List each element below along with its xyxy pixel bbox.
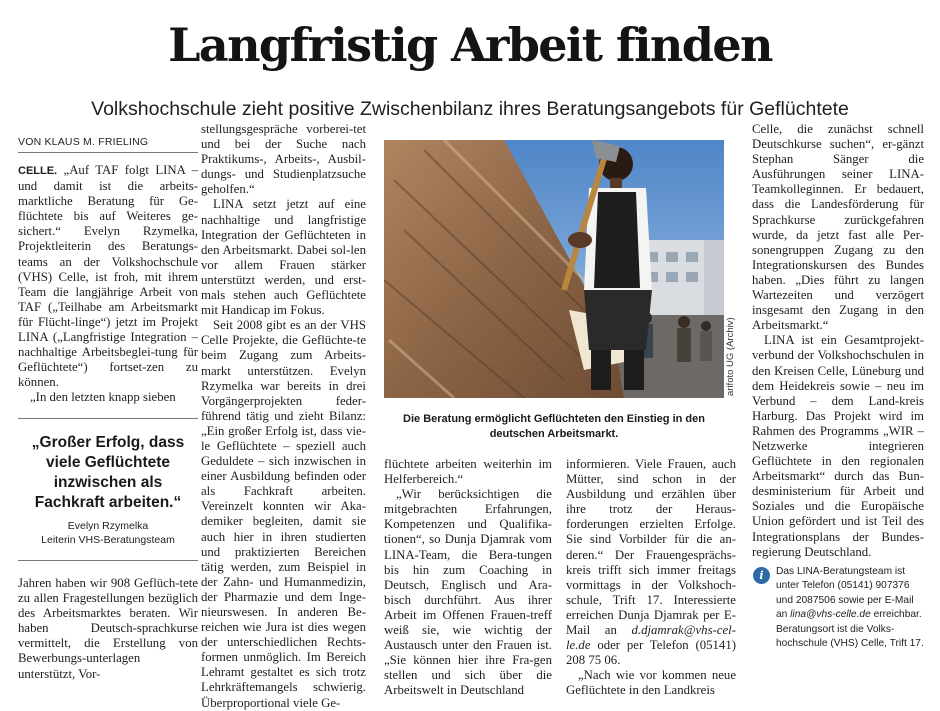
info-email: lina@vhs-celle.de — [790, 609, 871, 621]
photo-illustration — [384, 140, 724, 398]
col4-email: d.djamrak@vhs-cel-le.de — [566, 623, 736, 653]
quote-rule-bottom — [18, 560, 198, 561]
quote-name: Evelyn Rzymelka — [67, 520, 149, 532]
col5-paragraph-2: LINA ist ein Gesamtprojekt-verbund der Volkshochschulen in den Kreisen Celle, Lüneburg und dem Heidekreis sowie – neu im Verbund – dem Land-kreis Harburg. Das Projekt wird im Rahmen des Programms „WIR – Netzwerke integrieren Geflüchtete in den regionalen Arbeitsmarkt“ durch das Bun-desministerium für Arbeit und Soziales und die Europäische Union gefördert und ist Teil des Integrationsplans der Bundes-regierung Deutschland. — [752, 333, 924, 559]
byline: VON KLAUS M. FRIELING — [18, 136, 149, 148]
quote-attribution — [18, 519, 198, 547]
column-3 — [384, 457, 552, 699]
quote-rule-top — [18, 418, 198, 419]
col2-paragraph-2: LINA setzt jetzt auf eine nachhaltige und langfristige Integration der Geflüchteten in den Arbeitsmarkt. Dabei sol-len vor allem Frauen stärker unterstützt werden, und erst-mals stehen auch Geflüchtete mit Handicap im Fokus. — [201, 197, 366, 318]
col1-paragraph-3: Jahren haben wir 908 Geflüch-tete zu allen Fragestellungen bezüglich des Arbeitsmarktes beraten. Wir haben Deutsch-sprachkurse vermittelt, die Erstellung von Bewerbungs-unterlagen unterstützt, Vor- — [18, 576, 198, 681]
column-2 — [201, 122, 366, 711]
headline: Langfristig Arbeit finden — [168, 18, 772, 72]
col5-paragraph-1: Celle, die zunächst schnell Deutschkurse suchen“, er-gänzt Stephan Sänger die Ausführungen seiner LINA-Teamkolleginnen. Er bedauert, dass die Landesförderung für Sprachkurse zurückgefahren wurde, da jetzt fast alle Per-sonengruppen Zugang zu den Integrationskursen des Bundes haben. „Dies führt zu langen Wartezeiten und verzögert insgesamt den Zugang in den Arbeitsmarkt.“ — [752, 122, 924, 333]
byline-rule — [18, 152, 198, 153]
subheadline: Volkshochschule zieht positive Zwischenbilanz ihres Beratungsangebots für Geflüchtete — [91, 98, 849, 120]
col1-paragraph-1: „Auf TAF folgt LINA – und damit ist die arbeits-marktliche Beratung für Ge-flüchtete bis auf Weiteres ge-sichert.“ Evelyn Rzymelka, Projektleiterin des Beratungs-teams an der Volkshochschule (VHS) Celle, ist froh, mit ihrem Team die langjährige Arbeit von TAF („Teilhabe am Arbeitsmarkt für Flücht-linge“) jetzt im Projekt LINA („Langfristige Integration – nachhaltige Arbeitsbeglei-tung für Geflüchtete“) fortset-zen zu können. — [18, 163, 198, 390]
column-1-continued — [18, 576, 198, 682]
info-text-1: Das LINA-Beratungsteam ist unter Telefon (05141) 907376 und 2087506 sowie per E-Mail an — [776, 566, 914, 621]
column-5 — [752, 122, 924, 560]
dateline: CELLE. — [18, 165, 58, 177]
column-1 — [18, 163, 198, 406]
col4-paragraph-1-end: oder per Telefon (05141) 208 75 06. — [566, 638, 736, 668]
col1-paragraph-2: „In den letzten knapp sieben — [30, 390, 176, 405]
col3-paragraph-1: flüchtete arbeiten weiterhin im Helferbereich.“ — [384, 457, 552, 487]
info-text-2: erreichbar. Beratungsort ist die Volks-hochschule (VHS) Celle, Trift 17. — [776, 609, 924, 650]
photo-credit: arifoto UG (Archiv) — [725, 317, 736, 396]
column-4 — [566, 457, 736, 699]
col3-paragraph-2: „Wir berücksichtigen die mitgebrachten Erfahrungen, Kompetenzen und Qualifika-tionen“, so Dunja Djamrak vom LINA-Team, die Bera-tungen bis hin zum Coaching in Deutsch, Englisch und Ara-bisch durchführt. Aus ihrer Arbeit im Offenen Frauen-treff weiß sie, wie wichtig der Austausch unter den Frauen ist. „Sie können hier ihre Fra-gen stellen und sich über die Arbeitswelt in Deutschland — [384, 487, 552, 698]
col2-paragraph-1: stellungsgespräche vorberei-tet und bei der Suche nach Praktikums-, Arbeits-, Ausbil-dungs- und Studienplatzsuche geholfen.“ — [201, 122, 366, 197]
info-box — [776, 565, 926, 651]
quote-role: Leiterin VHS-Beratungsteam — [41, 534, 175, 546]
article-photo — [384, 140, 724, 398]
info-icon: i — [753, 567, 770, 584]
col4-paragraph-1: informieren. Viele Frauen, auch Mütter, sind schon in der Ausbildung und erzählen über ihre trotz der Heraus-forderungen erzielten Erfolge. Sie sind Vorbilder für die an-deren.“ Der Frauengesprächs-kreis trifft sich immer freitags vormittags in der Volkshoch-schule, Trift 17. Interessierte erreichen Dunja Djamrak per E-Mail an — [566, 457, 736, 638]
pull-quote: „Großer Erfolg, dass viele Geflüchtete inzwischen als Fachkraft arbeiten.“ — [31, 434, 185, 511]
photo-caption: Die Beratung ermöglicht Geflüchteten den Einstieg in den deutschen Arbeitsmarkt. — [403, 413, 705, 440]
col4-paragraph-2: „Nach wie vor kommen neue Geflüchtete in den Landkreis — [566, 668, 736, 698]
col2-paragraph-3: Seit 2008 gibt es an der VHS Celle Projekte, die Geflüchte-te beim Zugang zum Arbeits-markt unterstützen. Evelyn Rzymelka war bereits in drei Vorgängerprojekten feder-führend tätig und zieht Bilanz: „Ein großer Erfolg ist, dass vie-le Geflüchtete – speziell auch Geduldete – sich inzwischen in einer Ausbildung befinden oder als Fachkraft arbeiten. Vereinzelt konnten wir Aka-demiker begleiten, damit sie auch hier in ihren studierten und praktizierten Bereichen tätig werden, zum Beispiel in der Zahn- und Humanmedizin, der Pharmazie und dem Inge-nieurswesen. In anderen Be-reichen wie Jura ist dies wegen der unterschiedlichen Rechts-formen unmöglich. Im Bereich Lehramt gestaltet es sich trotz Lehrkräftemangels schwierig. Überproportional viele Ge- — [201, 318, 366, 710]
